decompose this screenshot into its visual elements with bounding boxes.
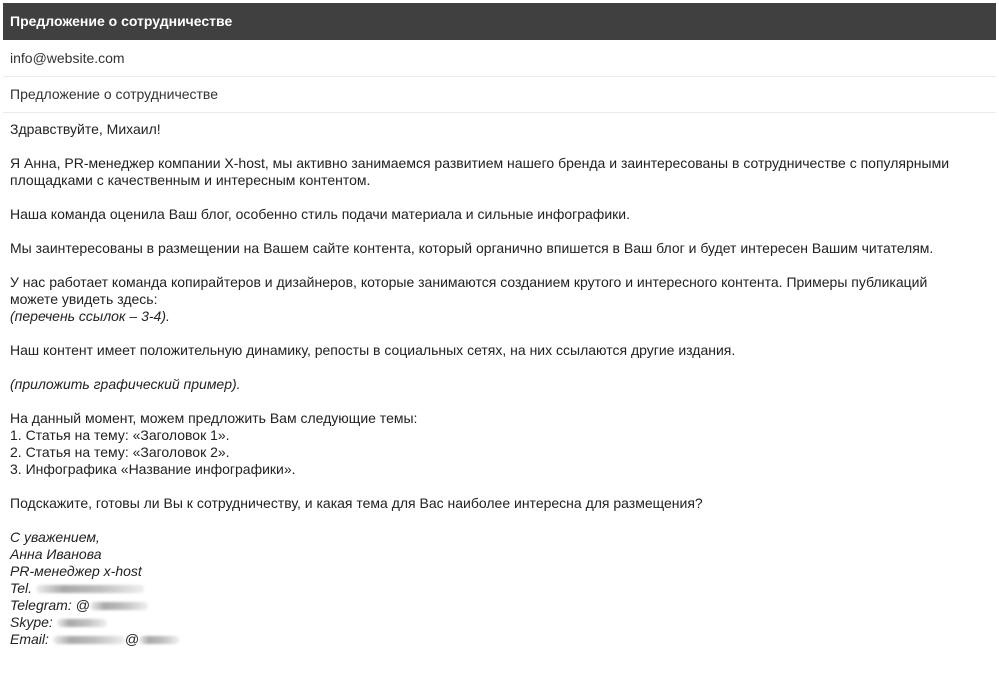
signature	[10, 529, 996, 648]
redacted-skype	[57, 619, 107, 627]
intro-paragraph-line-2: площадками с качественным и интересным контентом.	[10, 172, 371, 188]
topic-item-1: 1. Статья на тему: «Заголовок 1».	[10, 427, 230, 443]
signature-tel	[10, 580, 996, 597]
topic-item-3: 3. Инфографика «Название инфографики».	[10, 461, 296, 477]
telegram-label: Telegram: @	[10, 597, 90, 613]
redacted-telegram	[90, 602, 148, 610]
sender-address: info@website.com	[3, 40, 996, 77]
topic-item-2: 2. Статья на тему: «Заголовок 2».	[10, 444, 230, 460]
redacted-email-domain	[139, 636, 179, 644]
intro-paragraph-line-1: Я Анна, PR-менеджер компании X-host, мы активно занимаемся развитием нашего бренда и заинтересованы в сотрудничестве с популярными	[10, 155, 950, 171]
dynamics-paragraph: Наш контент имеет положительную динамику, репосты в социальных сетях, на них ссылаются другие издания.	[10, 342, 736, 358]
team-paragraph-line-2: можете увидеть здесь:	[10, 291, 158, 307]
blog-review-paragraph: Наша команда оценила Ваш блог, особенно стиль подачи материала и сильные инфографики.	[10, 206, 630, 222]
signature-skype	[10, 614, 996, 631]
email-body	[10, 121, 996, 648]
signature-closing: С уважением,	[10, 529, 100, 545]
interest-paragraph: Мы заинтересованы в размещении на Вашем сайте контента, который органично впишется в Ваш блог и будет интересен Вашим читателям.	[10, 240, 934, 256]
redacted-email-user	[53, 636, 125, 644]
team-paragraph-line-1: У нас работает команда копирайтеров и дизайнеров, которые занимаются созданием крутого и интересного контента. Примеры публикаций	[10, 274, 928, 290]
subject-line: Предложение о сотрудничестве	[3, 77, 996, 113]
tel-label: Tel.	[10, 580, 33, 596]
question-paragraph: Подскажите, готовы ли Вы к сотрудничеству, и какая тема для Вас наиболее интересна для размещения?	[10, 495, 703, 511]
topics-intro: На данный момент, можем предложить Вам следующие темы:	[10, 410, 418, 426]
greeting: Здравствуйте, Михаил!	[10, 121, 161, 137]
email-subject-header: Предложение о сотрудничестве	[3, 3, 996, 40]
graphic-example-note: (приложить графический пример).	[10, 376, 241, 392]
signature-name: Анна Иванова	[10, 546, 102, 562]
signature-email	[10, 631, 996, 648]
email-at: @	[124, 631, 140, 647]
email-label: Email:	[10, 631, 49, 647]
signature-position: PR-менеджер x-host	[10, 563, 142, 579]
signature-telegram	[10, 597, 996, 614]
links-note: (перечень ссылок – 3-4).	[10, 308, 170, 324]
redacted-phone	[36, 585, 144, 593]
skype-label: Skype:	[10, 614, 53, 630]
